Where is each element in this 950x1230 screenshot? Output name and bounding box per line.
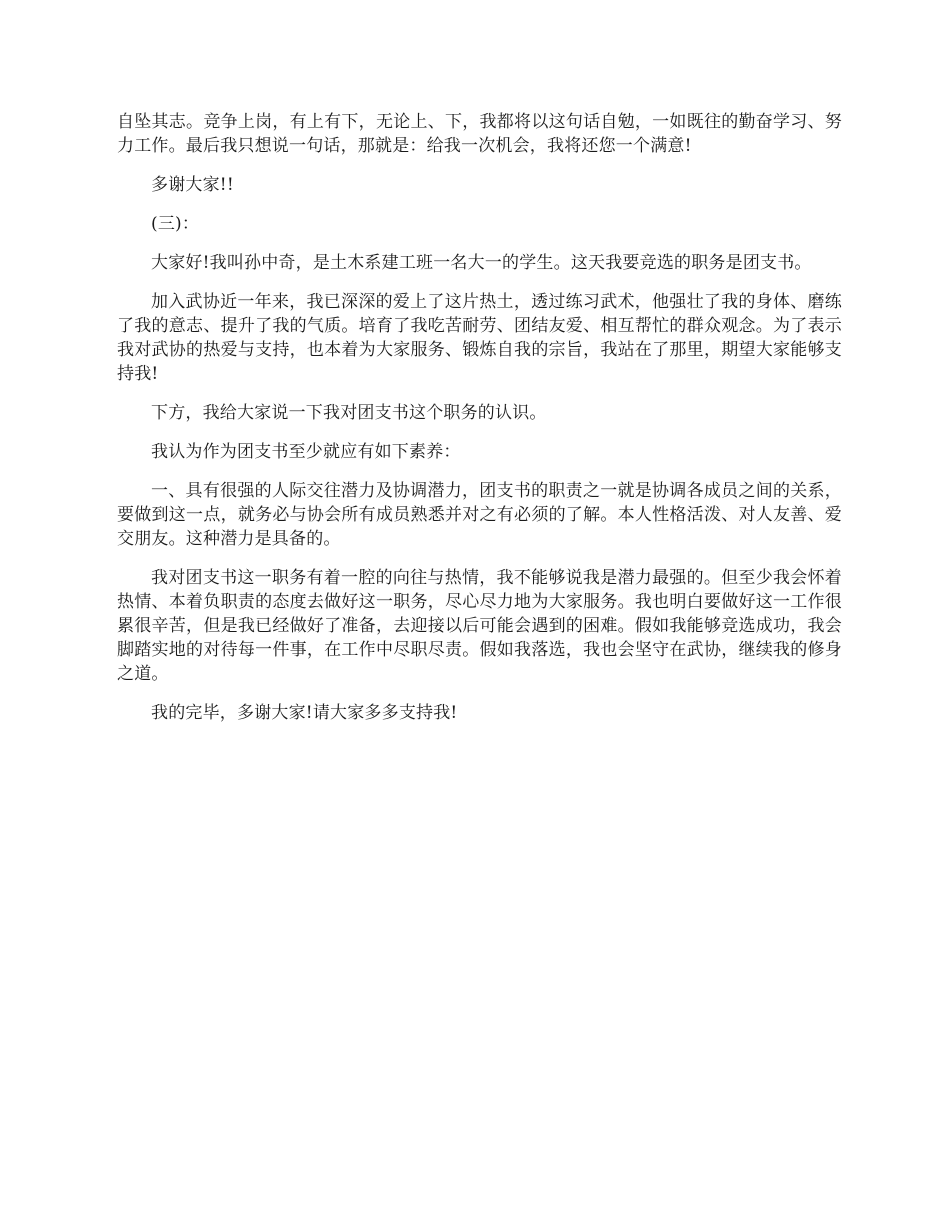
paragraph-continuation: 自坠其志。竞争上岗，有上有下，无论上、下，我都将以这句话自勉，一如既往的勤奋学习、努力工作。最后我只想说一句话，那就是：给我一次机会，我将还您一个满意! (117, 112, 842, 156)
paragraph-quality-one: 一、具有很强的人际交往潜力及协调潜力，团支书的职责之一就是协调各成员之间的关系，要做到这一点，就务必与协会所有成员熟悉并对之有必须的了解。本人性格活泼、对人友善、爱交朋友。这种潜力是具备的。 (117, 481, 842, 549)
paragraph-introduction: 大家好!我叫孙中奇，是土木系建工班一名大一的学生。这天我要竞选的职务是团支书。 (151, 253, 812, 273)
document-body (117, 110, 842, 740)
section-heading-three: (三)： (151, 214, 200, 234)
paragraph-commitment: 我对团支书这一职务有着一腔的向往与热情，我不能够说我是潜力最强的。但至少我会怀着热情、本着负职责的态度去做好这一职务，尽心尽力地为大家服务。我也明白要做好这一工作很累很辛苦，但是我已经做好了准备，去迎接以后可能会遇到的困难。假如我能够竞选成功，我会脚踏实地的对待每一件事，在工作中尽职尽责。假如我落选，我也会坚守在武协，继续我的修身之道。 (117, 568, 842, 684)
paragraph-closing: 我的完毕，多谢大家!请大家多多支持我! (151, 703, 458, 723)
paragraph-qualities-intro: 我认为作为团支书至少就应有如下素养： (151, 442, 461, 462)
paragraph-background: 加入武协近一年来，我已深深的爱上了这片热土，透过练习武术，他强壮了我的身体、磨练了我的意志、提升了我的气质。培育了我吃苦耐劳、团结友爱、相互帮忙的群众观念。为了表示我对武协的热爱与支持，也本着为大家服务、锻炼自我的宗旨，我站在了那里，期望大家能够支持我! (117, 292, 842, 384)
paragraph-transition: 下方，我给大家说一下我对团支书这个职务的认识。 (151, 403, 547, 423)
paragraph-thanks: 多谢大家!! (151, 175, 234, 195)
